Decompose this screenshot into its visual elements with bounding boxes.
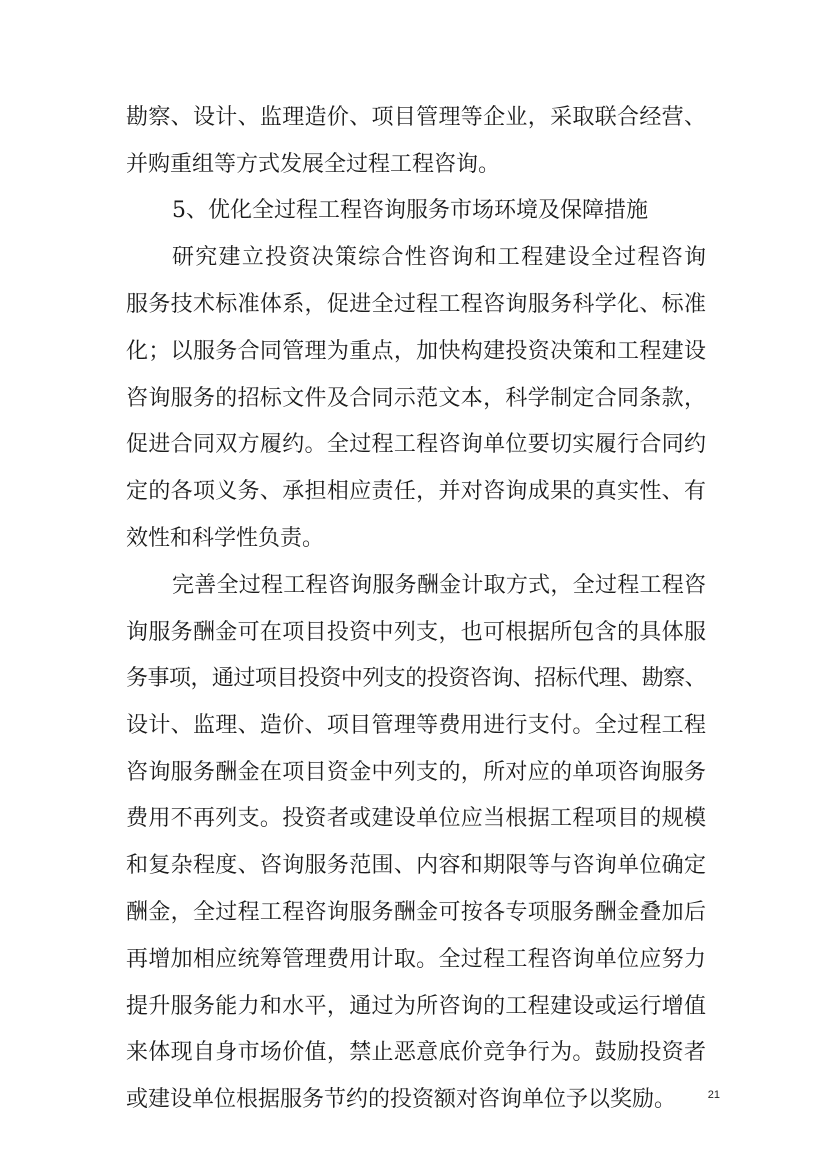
text-line: 咨询服务酬金在项目资金中列支的，所对应的单项咨询服务 [126, 760, 706, 785]
text-line: 来体现自身市场价值，禁止恶意底价竞争行为。鼓励投资者 [126, 1040, 706, 1065]
section-heading: 5、优化全过程工程咨询服务市场环境及保障措施 [172, 198, 648, 223]
text-line: 定的各项义务、承担相应责任，并对咨询成果的真实性、有 [126, 479, 706, 504]
text-line: 并购重组等方式发展全过程工程咨询。 [126, 152, 501, 177]
text-line: 或建设单位根据服务节约的投资额对咨询单位予以奖励。 [126, 1087, 677, 1112]
text-line: 提升服务能力和水平，通过为所咨询的工程建设或运行增值 [126, 994, 706, 1019]
text-line: 咨询服务的招标文件及合同示范文本，科学制定合同条款， [126, 386, 706, 411]
text-line: 费用不再列支。投资者或建设单位应当根据工程项目的规模 [126, 806, 706, 831]
text-line: 再增加相应统筹管理费用计取。全过程工程咨询单位应努力 [126, 947, 706, 972]
text-line: 促进合同双方履约。全过程工程咨询单位要切实履行合同约 [126, 432, 706, 457]
text-line: 勘察、设计、监理造价、项目管理等企业，采取联合经营、 [126, 105, 706, 130]
text-line: 服务技术标准体系，促进全过程工程咨询服务科学化、标准 [126, 292, 706, 317]
text-line: 效性和科学性负责。 [126, 526, 325, 551]
page-number: 21 [707, 1089, 720, 1101]
text-line: 设计、监理、造价、项目管理等费用进行支付。全过程工程 [126, 713, 706, 738]
text-line: 务事项，通过项目投资中列支的投资咨询、招标代理、勘察、 [126, 666, 706, 691]
text-line: 和复杂程度、咨询服务范围、内容和期限等与咨询单位确定 [126, 853, 706, 878]
text-line: 化；以服务合同管理为重点，加快构建投资决策和工程建设 [126, 339, 706, 364]
text-line: 酬金，全过程工程咨询服务酬金可按各专项服务酬金叠加后 [126, 900, 706, 925]
text-line: 询服务酬金可在项目投资中列支，也可根据所包含的具体服 [126, 620, 706, 645]
text-line: 完善全过程工程咨询服务酬金计取方式，全过程工程咨 [172, 573, 706, 598]
text-line: 研究建立投资决策综合性咨询和工程建设全过程咨询 [172, 245, 706, 270]
